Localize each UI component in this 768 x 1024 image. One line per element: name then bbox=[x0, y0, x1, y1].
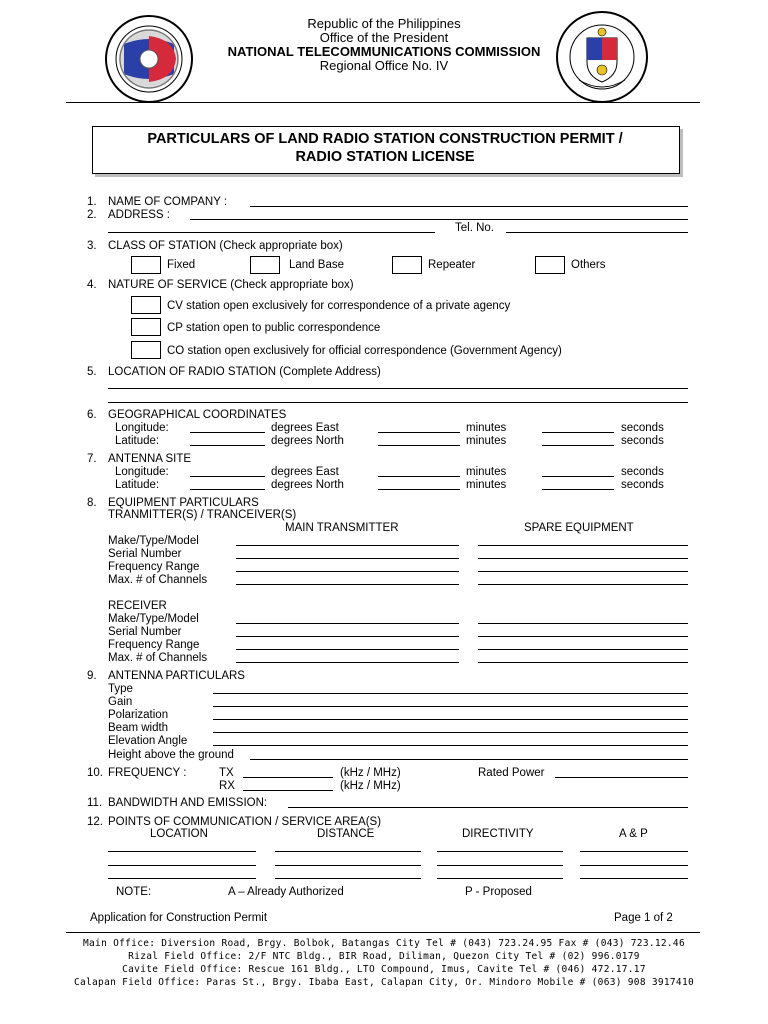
checkbox-cv-station[interactable] bbox=[131, 296, 161, 314]
item-number: 1. bbox=[87, 196, 97, 208]
label-antenna-particulars: ANTENNA PARTICULARS bbox=[108, 670, 245, 682]
label-minutes: minutes bbox=[466, 422, 507, 434]
tx-spare-make[interactable] bbox=[478, 545, 688, 546]
antenna-label-beam-width: Beam width bbox=[108, 722, 169, 734]
label-points-communication: POINTS OF COMMUNICATION / SERVICE AREA(S) bbox=[108, 816, 382, 828]
tx-main-serial[interactable] bbox=[236, 558, 459, 559]
site-latitude-seconds[interactable] bbox=[542, 489, 614, 490]
rx-spare-serial[interactable] bbox=[478, 636, 688, 637]
label-seconds: seconds bbox=[621, 466, 664, 478]
header-commission: NATIONAL TELECOMMUNICATIONS COMMISSION bbox=[227, 44, 541, 59]
rx-spare-frequency[interactable] bbox=[478, 649, 688, 650]
antenna-polarization-field[interactable] bbox=[213, 719, 688, 720]
rx-label-frequency: Frequency Range bbox=[108, 639, 200, 651]
name-company-field[interactable] bbox=[250, 206, 688, 207]
antenna-height-field[interactable] bbox=[250, 759, 688, 760]
header-regional-office: Regional Office No. IV bbox=[319, 58, 449, 73]
option-cv-station: CV station open exclusively for correspondence of a private agency bbox=[167, 300, 511, 312]
label-degrees-north: degrees North bbox=[271, 435, 344, 447]
antenna-type-field[interactable] bbox=[213, 693, 688, 694]
item-number: 6. bbox=[87, 409, 97, 421]
item-number: 12. bbox=[87, 816, 103, 828]
footer-application: Application for Construction Permit bbox=[90, 912, 268, 924]
label-class-station: CLASS OF STATION (Check appropriate box) bbox=[108, 240, 343, 252]
geo-latitude-seconds[interactable] bbox=[542, 445, 614, 446]
geo-longitude-degrees[interactable] bbox=[190, 432, 265, 433]
site-longitude-seconds[interactable] bbox=[542, 476, 614, 477]
label-receiver: RECEIVER bbox=[108, 600, 167, 612]
option-others: Others bbox=[571, 259, 606, 271]
points-distance-2[interactable] bbox=[275, 865, 421, 866]
frequency-rx-field[interactable] bbox=[243, 790, 333, 791]
tx-label-frequency: Frequency Range bbox=[108, 561, 200, 573]
antenna-label-gain: Gain bbox=[108, 696, 133, 708]
label-longitude: Longitude: bbox=[115, 422, 169, 434]
footer-main-office: Main Office: Diversion Road, Brgy. Bolbok, Batangas City Tel # (043) 723.24.95 Fax # (043) 723.12.46 bbox=[83, 938, 685, 949]
label-name-company: NAME OF COMPANY : bbox=[108, 196, 228, 208]
option-land-base: Land Base bbox=[289, 259, 344, 271]
col-location: LOCATION bbox=[150, 828, 208, 840]
antenna-label-height: Height above the ground bbox=[108, 749, 234, 761]
label-latitude: Latitude: bbox=[115, 479, 160, 491]
site-latitude-minutes[interactable] bbox=[378, 489, 460, 490]
frequency-tx-field[interactable] bbox=[243, 777, 333, 778]
label-seconds: seconds bbox=[621, 435, 664, 447]
location-field-2[interactable] bbox=[108, 402, 688, 403]
geo-longitude-seconds[interactable] bbox=[542, 432, 614, 433]
label-equipment: EQUIPMENT PARTICULARS bbox=[108, 497, 259, 509]
label-rx: RX bbox=[219, 780, 235, 792]
note-already-authorized: A – Already Authorized bbox=[228, 886, 344, 898]
label-seconds: seconds bbox=[621, 422, 664, 434]
ntc-seal bbox=[104, 14, 194, 104]
label-main-transmitter: MAIN TRANSMITTER bbox=[285, 522, 399, 534]
tx-main-make[interactable] bbox=[236, 545, 459, 546]
antenna-beam-width-field[interactable] bbox=[213, 732, 688, 733]
tx-spare-channels[interactable] bbox=[478, 584, 688, 585]
label-bandwidth: BANDWIDTH AND EMISSION: bbox=[108, 797, 268, 809]
checkbox-others[interactable] bbox=[535, 256, 565, 274]
label-khz-mhz: (kHz / MHz) bbox=[340, 767, 401, 779]
points-distance-3[interactable] bbox=[275, 878, 421, 879]
footer-divider bbox=[66, 932, 700, 933]
header-divider bbox=[66, 102, 700, 103]
rx-label-channels: Max. # of Channels bbox=[108, 652, 208, 664]
label-tel: Tel. No. bbox=[455, 222, 494, 234]
option-fixed: Fixed bbox=[167, 259, 196, 271]
tel-field[interactable] bbox=[506, 232, 688, 233]
geo-longitude-minutes[interactable] bbox=[378, 432, 460, 433]
checkbox-co-station[interactable] bbox=[131, 341, 161, 359]
checkbox-fixed[interactable] bbox=[131, 256, 161, 274]
rx-main-serial[interactable] bbox=[236, 636, 459, 637]
address-field-1[interactable] bbox=[190, 219, 688, 220]
rx-main-make[interactable] bbox=[236, 623, 459, 624]
points-ap-3[interactable] bbox=[580, 878, 688, 879]
tx-main-frequency[interactable] bbox=[236, 571, 459, 572]
label-address: ADDRESS : bbox=[108, 209, 170, 221]
checkbox-land-base[interactable] bbox=[250, 256, 280, 274]
label-rated-power: Rated Power bbox=[478, 767, 545, 779]
item-number: 2. bbox=[87, 209, 97, 221]
option-cp-station: CP station open to public correspondence bbox=[167, 322, 381, 334]
item-number: 7. bbox=[87, 453, 97, 465]
header-office: Office of the President bbox=[319, 30, 449, 45]
footer-cavite-office: Cavite Field Office: Rescue 161 Bldg., LTO Compound, Imus, Cavite Tel # (046) 472.17.17 bbox=[122, 964, 646, 975]
points-ap-1[interactable] bbox=[580, 851, 688, 852]
rx-main-channels[interactable] bbox=[236, 662, 459, 663]
item-number: 3. bbox=[87, 240, 97, 252]
antenna-gain-field[interactable] bbox=[213, 706, 688, 707]
tx-label-serial: Serial Number bbox=[108, 548, 182, 560]
tx-label-make: Make/Type/Model bbox=[108, 535, 199, 547]
note-proposed: P - Proposed bbox=[465, 886, 532, 898]
checkbox-repeater[interactable] bbox=[392, 256, 422, 274]
rx-spare-channels[interactable] bbox=[478, 662, 688, 663]
antenna-label-elevation: Elevation Angle bbox=[108, 735, 188, 747]
checkbox-cp-station[interactable] bbox=[131, 318, 161, 336]
label-nature-service: NATURE OF SERVICE (Check appropriate box) bbox=[108, 279, 354, 291]
tx-spare-frequency[interactable] bbox=[478, 571, 688, 572]
rx-spare-make[interactable] bbox=[478, 623, 688, 624]
antenna-label-type: Type bbox=[108, 683, 133, 695]
antenna-elevation-field[interactable] bbox=[213, 745, 688, 746]
site-longitude-degrees[interactable] bbox=[190, 476, 265, 477]
tx-spare-serial[interactable] bbox=[478, 558, 688, 559]
label-transmitters: TRANMITTER(S) / TRANCEIVER(S) bbox=[108, 509, 297, 521]
footer-page-number: Page 1 of 2 bbox=[614, 912, 673, 924]
points-location-2[interactable] bbox=[108, 865, 256, 866]
site-latitude-degrees[interactable] bbox=[190, 489, 265, 490]
label-minutes: minutes bbox=[466, 435, 507, 447]
label-degrees-east: degrees East bbox=[271, 422, 339, 434]
form-title-line2: RADIO STATION LICENSE bbox=[295, 149, 475, 165]
points-ap-2[interactable] bbox=[580, 865, 688, 866]
label-khz-mhz: (kHz / MHz) bbox=[340, 780, 401, 792]
col-ap: A & P bbox=[619, 828, 648, 840]
points-directivity-1[interactable] bbox=[437, 851, 563, 852]
label-geo-coordinates: GEOGRAPHICAL COORDINATES bbox=[108, 409, 287, 421]
footer-rizal-office: Rizal Field Office: 2/F NTC Bldg., BIR Road, Diliman, Quezon City Tel # (02) 996.0179 bbox=[128, 951, 640, 962]
tx-main-channels[interactable] bbox=[236, 584, 459, 585]
label-frequency: FREQUENCY : bbox=[108, 767, 187, 779]
label-degrees-east: degrees East bbox=[271, 466, 339, 478]
tx-label-channels: Max. # of Channels bbox=[108, 574, 208, 586]
points-distance-1[interactable] bbox=[275, 851, 421, 852]
label-note: NOTE: bbox=[116, 886, 152, 898]
antenna-label-polarization: Polarization bbox=[108, 709, 169, 721]
footer-calapan-office: Calapan Field Office: Paras St., Brgy. Ibaba East, Calapan City, Or. Mindoro Mobile # (063) 908 3917410 bbox=[73, 977, 694, 988]
rx-label-make: Make/Type/Model bbox=[108, 613, 199, 625]
item-number: 4. bbox=[87, 279, 97, 291]
label-spare-equipment: SPARE EQUIPMENT bbox=[524, 522, 634, 534]
label-minutes: minutes bbox=[466, 466, 507, 478]
points-directivity-2[interactable] bbox=[437, 865, 563, 866]
col-directivity: DIRECTIVITY bbox=[462, 828, 534, 840]
rated-power-field[interactable] bbox=[555, 777, 688, 778]
item-number: 9. bbox=[87, 670, 97, 682]
header-republic: Republic of the Philippines bbox=[307, 16, 461, 31]
label-minutes: minutes bbox=[466, 479, 507, 491]
item-number: 8. bbox=[87, 497, 97, 509]
col-distance: DISTANCE bbox=[317, 828, 375, 840]
item-number: 5. bbox=[87, 366, 97, 378]
rx-main-frequency[interactable] bbox=[236, 649, 459, 650]
geo-latitude-minutes[interactable] bbox=[378, 445, 460, 446]
option-repeater: Repeater bbox=[428, 259, 476, 271]
label-tx: TX bbox=[219, 767, 234, 779]
item-number: 10. bbox=[87, 767, 103, 779]
label-longitude: Longitude: bbox=[115, 466, 169, 478]
label-location: LOCATION OF RADIO STATION (Complete Address) bbox=[108, 366, 381, 378]
geo-latitude-degrees[interactable] bbox=[190, 445, 265, 446]
option-co-station: CO station open exclusively for official correspondence (Government Agency) bbox=[167, 345, 562, 357]
label-latitude: Latitude: bbox=[115, 435, 160, 447]
label-degrees-north: degrees North bbox=[271, 479, 344, 491]
site-longitude-minutes[interactable] bbox=[378, 476, 460, 477]
rx-label-serial: Serial Number bbox=[108, 626, 182, 638]
points-location-1[interactable] bbox=[108, 851, 256, 852]
points-location-3[interactable] bbox=[108, 878, 256, 879]
bandwidth-field[interactable] bbox=[288, 807, 688, 808]
label-seconds: seconds bbox=[621, 479, 664, 491]
address-field-2[interactable] bbox=[108, 232, 435, 233]
location-field-1[interactable] bbox=[108, 388, 688, 389]
label-antenna-site: ANTENNA SITE bbox=[108, 453, 192, 465]
form-title-line1: PARTICULARS OF LAND RADIO STATION CONSTRUCTION PERMIT / bbox=[147, 131, 623, 147]
points-directivity-3[interactable] bbox=[437, 878, 563, 879]
item-number: 11. bbox=[87, 797, 103, 809]
